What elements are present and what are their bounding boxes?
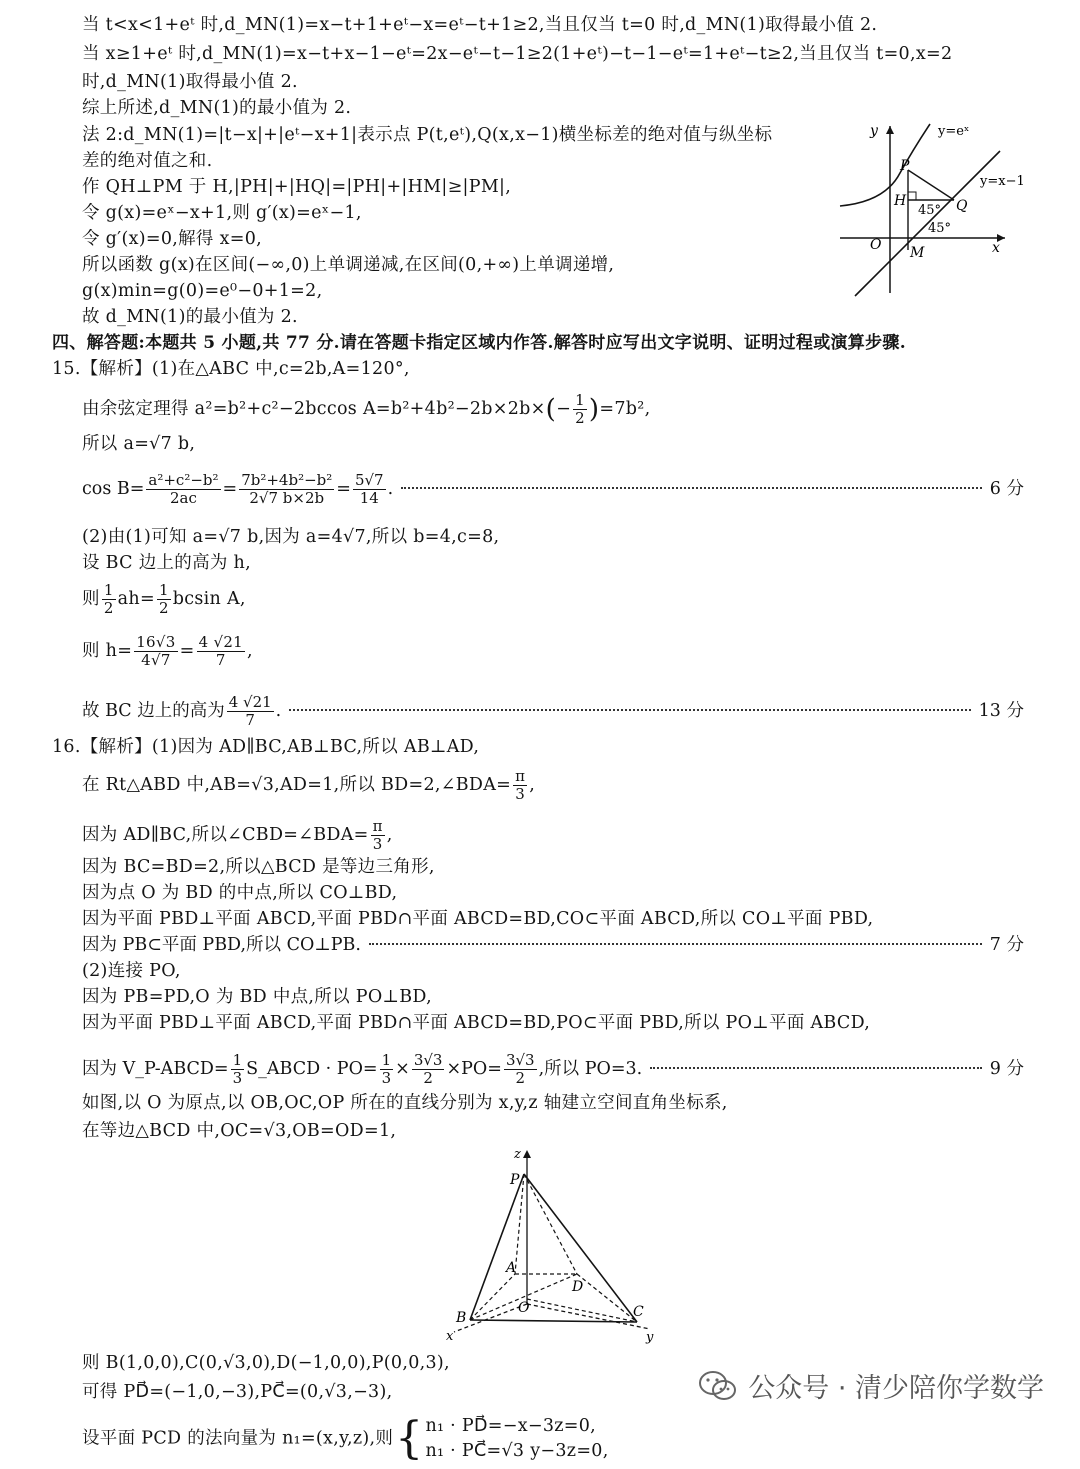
fraction: $\frac{1}{3}$ <box>232 1051 243 1087</box>
q16-line: 因为 PB=PD,O 为 BD 中点,所以 PO⊥BD, <box>82 987 432 1007</box>
q16-line: 因为 BC=BD=2,所以△BCD 是等边三角形, <box>82 857 435 877</box>
y-axis-line <box>527 1304 650 1329</box>
fig1-angle-label-2: 45° <box>928 221 952 236</box>
fig2-point-d: D <box>572 1279 584 1295</box>
fig1-line-label: y=x−1 <box>980 174 1025 189</box>
q15-line: 设 BC 边上的高为 h, <box>82 553 251 573</box>
q16-line: (2)连接 PO, <box>82 961 181 981</box>
score-label: 7 分 <box>989 935 1024 955</box>
fig2-y-label: y <box>646 1330 654 1344</box>
fraction: $\frac{4 √21}{7}$ <box>198 633 244 669</box>
fig2-point-o: O <box>518 1300 530 1316</box>
text-line: 作 QH⊥PM 于 H,|PH|+|HQ|=|PH|+|HM|≥|PM|, <box>82 177 512 197</box>
text-line: 当 t<x<1+eᵗ 时,d_MN(1)=x−t+1+eᵗ−x=eᵗ−t+1≥2,当且仅当 t=0 时,d_MN(1)取得最小值 2. <box>82 15 878 35</box>
edge-pc <box>524 1174 637 1322</box>
fig2-point-c: C <box>633 1304 644 1320</box>
text-line: g(x)min=g(0)=e⁰−0+1=2, <box>82 281 323 301</box>
q16-score-line: 因为 PB⊂平面 PBD,所以 CO⊥PB. 7 分 <box>82 935 1024 955</box>
q15-line: (2)由(1)可知 a=√7 b,因为 a=4√7,所以 b=4,c=8, <box>82 527 500 547</box>
fraction: $\frac{\text{7b²+4b²−b²}}{2√7 b\times 2b}$ <box>241 471 333 507</box>
q16-line: 如图,以 O 为原点,以 OB,OC,OP 所在的直线分别为 x,y,z 轴建立空间直角坐标系, <box>82 1093 728 1113</box>
fig2-point-p: P <box>510 1172 520 1188</box>
text-line: 时,d_MN(1)取得最小值 2. <box>82 72 298 92</box>
text-line: 令 g′(x)=0,解得 x=0, <box>82 229 263 249</box>
text-line: 差的绝对值之和. <box>82 151 213 171</box>
fig1-point-m: M <box>910 245 925 261</box>
neg-sign: − <box>556 399 572 419</box>
q15-cosine-law-text: 由余弦定理得 a²=b²+c²−2bccos A=b²+4b²−2b×2b× <box>82 399 546 419</box>
fraction: $\frac{1}{2}$ <box>103 581 114 617</box>
fraction: $\frac{3√3}{2}$ <box>413 1051 443 1087</box>
watermark <box>698 1366 1044 1405</box>
fig1-point-q: Q <box>956 198 968 214</box>
y-axis-arrow <box>886 126 894 134</box>
q16-line: 在等边△BCD 中,OC=√3,OB=OD=1, <box>82 1121 397 1141</box>
text-line: 综上所述,d_MN(1)的最小值为 2. <box>82 98 352 118</box>
q15-line: 15.【解析】(1)在△ABC 中,c=2b,A=120°, <box>52 359 410 379</box>
score-label: 13 分 <box>978 701 1024 721</box>
z-axis-arrow <box>523 1150 531 1158</box>
edge-oc <box>527 1299 637 1322</box>
fraction: $\frac{\pi}{3}$ <box>372 817 383 853</box>
fig1-curve-label: y=eˣ <box>938 124 970 139</box>
edge-pa <box>515 1174 524 1274</box>
edge-dc <box>577 1274 637 1322</box>
fig1-origin-label: O <box>870 237 882 253</box>
q16-angle-line: 在 Rt△ABD 中,AB=√3,AD=1,所以 BD=2,∠BDA= $\frac{\pi}{3}$ , <box>82 767 536 803</box>
pyramid-figure <box>440 1144 670 1344</box>
text-line: 故 d_MN(1)的最小值为 2. <box>82 307 298 327</box>
text-line: 所以函数 g(x)在区间(−∞,0)上单调递减,在区间(0,+∞)上单调递增, <box>82 255 615 275</box>
text-line: 法 2:d_MN(1)=|t−x|+|eᵗ−x+1|表示点 P(t,eᵗ),Q(x,x−1)横坐标差的绝对值与纵坐标 <box>82 125 773 145</box>
q16-normal-vector-line: 设平面 PCD 的法向量为 n₁=(x,y,z),则{ n₁ · PD⃗=−x−3z=0, n₁ · PC⃗=√3 y−3z=0, <box>82 1413 609 1464</box>
q16-volume-line: 因为 V_P-ABCD= $\frac{1}{3}$ S_ABCD · PO= $\frac{1}{3}$ × $\frac{3√3}{2}$ ×PO= $\frac{3√3}{2}$ ,所以 PO=3. 9 分 <box>82 1051 1024 1087</box>
fig1-angle-label-1: 45° <box>918 203 942 218</box>
fraction: $\frac{1}{2}$ <box>158 581 169 617</box>
function-graph-figure <box>830 118 1040 298</box>
edge-bc <box>470 1320 637 1322</box>
q15-h-line: 则 h= $\frac{16√3}{4√7}$ = $\frac{4 √21}{7}$ , <box>82 633 253 669</box>
segment-pq <box>908 170 954 200</box>
fig2-x-label: x <box>446 1329 454 1344</box>
fig2-point-b: B <box>456 1310 467 1326</box>
q16-angle-line: 因为 AD∥BC,所以∠CBD=∠BDA= $\frac{\pi}{3}$ , <box>82 817 393 853</box>
q16-line: 因为点 O 为 BD 的中点,所以 CO⊥BD, <box>82 883 398 903</box>
text-line: 令 g(x)=eˣ−x+1,则 g′(x)=eˣ−1, <box>82 203 362 223</box>
q16-line: 因为平面 PBD⊥平面 ABCD,平面 PBD∩平面 ABCD=BD,CO⊂平面 ABCD,所以 CO⊥平面 PBD, <box>82 909 874 929</box>
score-label: 9 分 <box>989 1059 1024 1079</box>
watermark-text: 公众号 · 清少陪你学数学 <box>748 1373 1044 1404</box>
score-label: 6 分 <box>989 479 1024 499</box>
fig2-point-a: A <box>506 1260 517 1276</box>
edge-pb <box>470 1174 524 1320</box>
fraction: $\frac{16√3}{4√7}$ <box>136 633 176 669</box>
q16-line: 16.【解析】(1)因为 AD∥BC,AB⊥BC,所以 AB⊥AD, <box>52 737 480 757</box>
q16-line: 则 B(1,0,0),C(0,√3,0),D(−1,0,0),P(0,0,3), <box>82 1353 450 1373</box>
q16-line: 可得 PD⃗=(−1,0,−3),PC⃗=(0,√3,−3), <box>82 1382 393 1402</box>
section-heading: 四、解答题:本题共 5 小题,共 77 分.请在答题卡指定区域内作答.解答时应写出文字说明、证明过程或演算步骤. <box>52 333 906 353</box>
q15-cosine-law-line: 由余弦定理得 a²=b²+c²−2bccos A=b²+4b²−2b×2b×(− $\frac{1}{2}$ )=7b², <box>82 391 651 427</box>
fig1-y-label: y <box>870 123 878 139</box>
edge-pd <box>524 1174 577 1274</box>
fraction: $\frac{\text{a²+c²−b²}}{2ac}$ <box>148 471 219 507</box>
edge-ba <box>470 1274 515 1320</box>
text-line: 当 x≥1+eᵗ 时,d_MN(1)=x−t+x−1−eᵗ=2x−eᵗ−t−1≥2(1+eᵗ)−t−1−eᵗ=1+eᵗ−t≥2,当且仅当 t=0,x=2 <box>82 44 953 64</box>
q16-line: 因为平面 PBD⊥平面 ABCD,平面 PBD∩平面 ABCD=BD,PO⊂平面 PBD,所以 PO⊥平面 ABCD, <box>82 1013 871 1033</box>
fraction: $\frac{\pi}{3}$ <box>515 767 526 803</box>
q15-final-line: 故 BC 边上的高为 $\frac{4 √21}{7}$ . 13 分 <box>82 693 1024 729</box>
wechat-icon <box>698 1369 738 1403</box>
fraction: $\frac{3√3}{2}$ <box>505 1051 535 1087</box>
fig1-point-h: H <box>894 193 907 209</box>
fraction: $\frac{1}{2}$ <box>575 391 585 427</box>
fig1-x-label: x <box>992 240 1000 256</box>
q15-cosB-line: cos B= $\frac{\text{a²+c²−b²}}{2ac}$ = $\frac{\text{7b²+4b²−b²}}{2√7 b\times 2b}$ = $\frac{5√7}{14}$ . 6 分 <box>82 471 1024 507</box>
fraction: $\frac{4 √21}{7}$ <box>228 693 272 729</box>
fig1-point-p: P <box>900 158 910 174</box>
fig2-z-label: z <box>514 1147 521 1162</box>
right-angle-mark <box>908 192 916 200</box>
fraction: $\frac{5√7}{14}$ <box>354 471 384 507</box>
q15-area-line: 则 $\frac{1}{2}$ ah= $\frac{1}{2}$ bcsin A, <box>82 581 246 617</box>
fraction: $\frac{1}{3}$ <box>381 1051 392 1087</box>
q15-line: 所以 a=√7 b, <box>82 434 196 454</box>
